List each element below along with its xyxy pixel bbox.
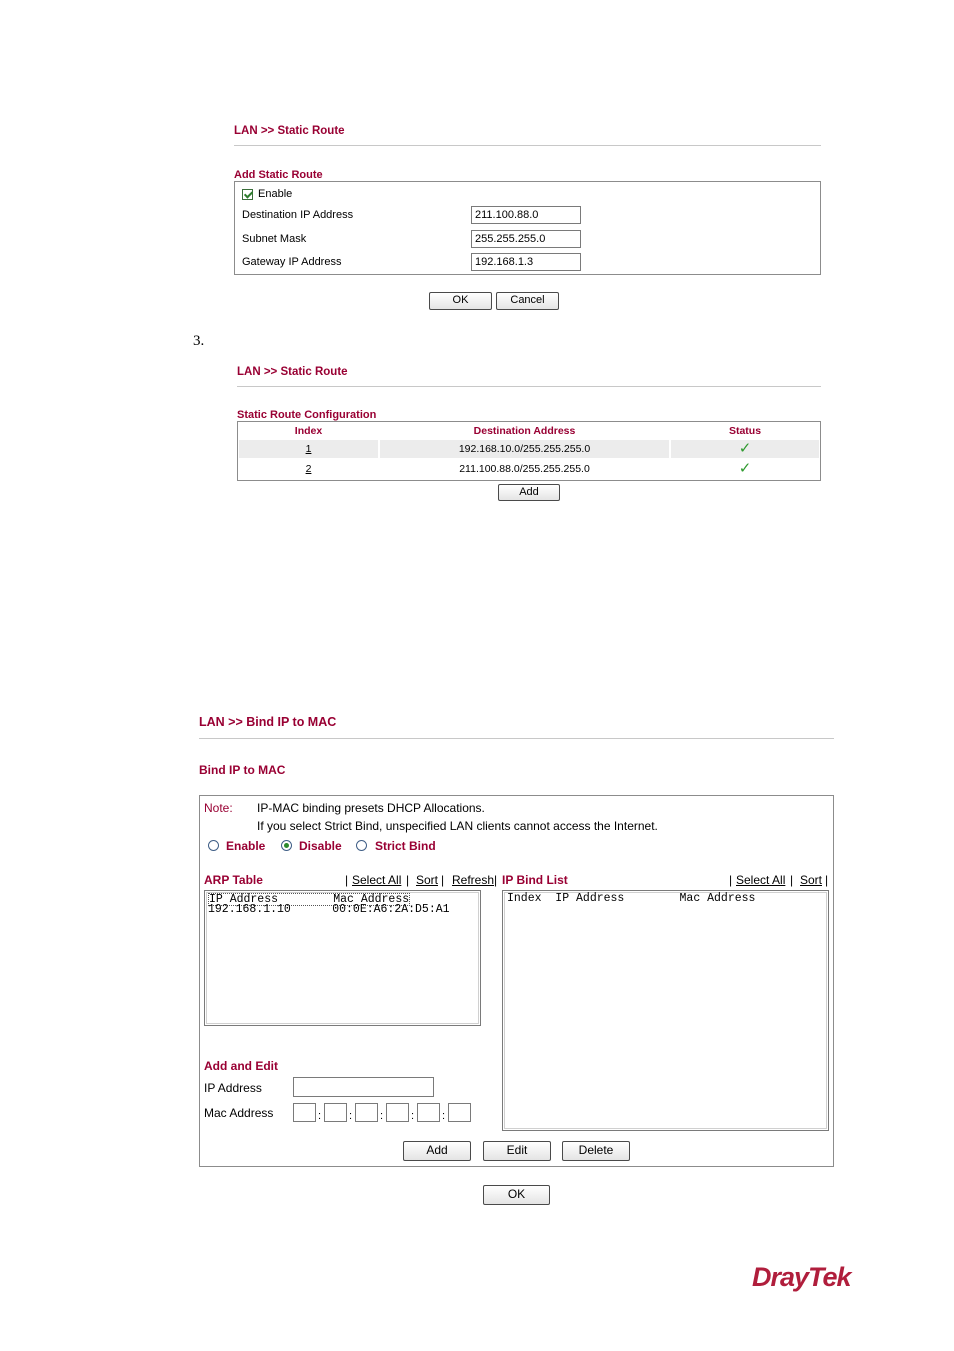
ip-bind-listbox[interactable] (502, 890, 829, 1131)
mac-octet-1-input[interactable] (293, 1103, 316, 1122)
cancel-button[interactable]: Cancel (496, 292, 559, 310)
arp-refresh-link[interactable]: Refresh (452, 873, 495, 887)
mode-disable-radio[interactable] (281, 840, 292, 851)
gateway-ip-input[interactable]: 192.168.1.3 (471, 253, 581, 271)
ip-address-label: IP Address (204, 1081, 262, 1095)
enable-label: Enable (258, 188, 293, 200)
arp-sort-link[interactable]: Sort (416, 873, 439, 887)
column-header-index: Index (294, 425, 323, 437)
gateway-ip-label: Gateway IP Address (242, 256, 342, 268)
column-header-status: Status (728, 425, 762, 437)
bind-sort-link[interactable]: Sort (800, 873, 823, 887)
add-binding-button[interactable]: Add (403, 1141, 471, 1161)
static-route-table (237, 421, 821, 481)
ok-button[interactable]: OK (429, 292, 492, 310)
table-row (238, 440, 820, 459)
bind-ip-mac-panel: Note: IP-MAC binding presets DHCP Allocations. If you select Strict Bind, unspecified LAN clients cannot access the Internet. Enable Disable Strict Bind ARP Table | Select All | Sort | Refresh | IP Bind List | Select All | Sort | IP Address Mac Address 192.168.1.10 00:0E:A6:2A:D5:A1 Index IP Address Mac Address Add and Edit IP Address Mac Address : : : : : Add Edit Delete (199, 795, 834, 1167)
mac-octet-5-input[interactable] (417, 1103, 440, 1122)
note-label: Note: (204, 801, 233, 815)
draytek-logo: DrayTek (752, 1262, 851, 1292)
mode-enable-label: Enable (226, 839, 266, 853)
note-line-1: IP-MAC binding presets DHCP Allocations. (257, 801, 485, 815)
add-static-route-panel (234, 181, 821, 275)
mac-address-label: Mac Address (204, 1106, 274, 1120)
breadcrumb-divider (234, 145, 821, 146)
arp-header-row: IP Address Mac Address (209, 893, 410, 906)
column-header-destination: Destination Address (473, 425, 576, 437)
breadcrumb-static-route-add: LAN >> Static Route (234, 125, 345, 137)
table-row (238, 460, 820, 479)
section-title-bind-ip-mac: Bind IP to MAC (199, 763, 286, 777)
subnet-mask-label: Subnet Mask (242, 233, 307, 245)
status-check-icon: ✓ (671, 440, 819, 458)
mode-strict-bind-label: Strict Bind (375, 839, 436, 853)
ip-bind-header-row: Index IP Address Mac Address (507, 892, 756, 905)
step-number: 3. (193, 333, 205, 349)
arp-entry-row[interactable]: 192.168.1.10 00:0E:A6:2A:D5:A1 (208, 903, 450, 916)
section-title-static-route-configuration: Static Route Configuration (237, 409, 377, 421)
mac-octet-2-input[interactable] (324, 1103, 347, 1122)
destination-address: 211.100.88.0/255.255.255.0 (459, 463, 590, 475)
arp-table-title: ARP Table (204, 873, 263, 887)
bind-ok-button[interactable]: OK (483, 1185, 550, 1205)
enable-checkbox[interactable] (242, 189, 253, 200)
add-route-button[interactable]: Add (498, 484, 560, 501)
breadcrumb-static-route-list: LAN >> Static Route (237, 366, 348, 378)
destination-ip-label: Destination IP Address (242, 209, 354, 221)
route-index-link[interactable]: 1 (239, 440, 378, 458)
destination-ip-input[interactable]: 211.100.88.0 (471, 206, 581, 224)
mac-octet-4-input[interactable] (386, 1103, 409, 1122)
arp-table-listbox[interactable] (204, 890, 481, 1026)
mac-octet-6-input[interactable] (448, 1103, 471, 1122)
ip-address-input[interactable] (293, 1077, 434, 1097)
destination-address: 192.168.10.0/255.255.255.0 (380, 440, 669, 458)
edit-binding-button[interactable]: Edit (483, 1141, 551, 1161)
mode-disable-label: Disable (299, 839, 342, 853)
ip-bind-list-title: IP Bind List (502, 873, 568, 887)
breadcrumb-divider (237, 386, 821, 387)
delete-binding-button[interactable]: Delete (562, 1141, 630, 1161)
breadcrumb-bind-ip-mac: LAN >> Bind IP to MAC (199, 715, 337, 729)
add-edit-title: Add and Edit (204, 1059, 278, 1073)
bind-select-all-link[interactable]: Select All (736, 873, 786, 887)
mode-enable-radio[interactable] (208, 840, 219, 851)
breadcrumb-divider (199, 738, 834, 739)
note-line-2: If you select Strict Bind, unspecified LAN clients cannot access the Internet. (257, 819, 658, 833)
arp-select-all-link[interactable]: Select All (352, 873, 402, 887)
section-title-add-static-route: Add Static Route (234, 169, 323, 181)
mode-strict-bind-radio[interactable] (356, 840, 367, 851)
status-check-icon: ✓ (738, 460, 752, 477)
route-index-link[interactable]: 2 (305, 463, 312, 475)
subnet-mask-input[interactable]: 255.255.255.0 (471, 230, 581, 248)
mac-octet-3-input[interactable] (355, 1103, 378, 1122)
